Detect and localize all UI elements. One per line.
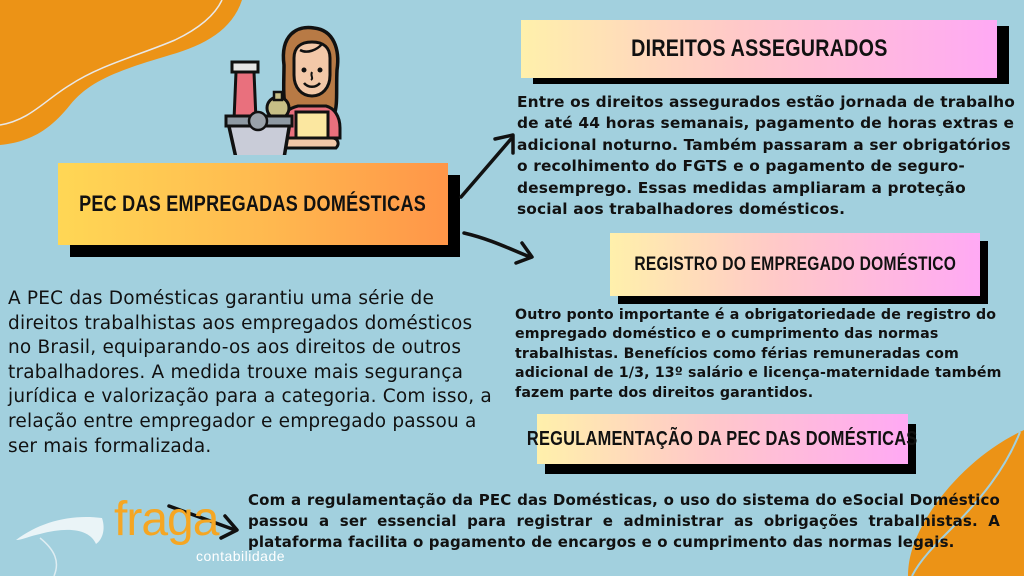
- section-text-registro: Outro ponto importante é a obrigatoriedade de registro do empregado doméstico e o cumprimento das normas trabalhistas. Benefícios como férias remuneradas com adicional de 1/3, 13º salário e licença-maternidade também fazem parte dos direitos garantidos.: [515, 307, 1002, 401]
- section-text-regulamentacao: Com a regulamentação da PEC das Domésticas, o uso do sistema do eSocial Doméstico passou a ser essencial para registrar e administrar as obrigações trabalhistas. A plataforma facilita o pagamento de encargos e o cumprimento das normas legais.: [248, 491, 1000, 551]
- logo-subtitle: contabilidade: [196, 548, 286, 564]
- section-title: DIREITOS ASSEGURADOS: [630, 35, 888, 62]
- arrow-icon-to-registro: [460, 225, 540, 270]
- intro-paragraph: A PEC das Domésticas garantiu uma série de direitos trabalhistas aos empregados domésticos no Brasil, equiparando-os aos direitos de outros trabalhadores. A medida trouxe mais segurança jurídica e valorização para a categoria. Com isso, a relação entre empregador e empregado passou a ser mais formalizada.: [8, 288, 492, 457]
- section-header-registro: [610, 233, 980, 296]
- section-title: REGISTRO DO EMPREGADO DOMÉSTICO: [634, 253, 956, 275]
- section-header-regulamentacao: [527, 414, 918, 464]
- orange-blob-top-left: [0, 0, 250, 150]
- section-title: REGULAMENTAÇÃO DA PEC DAS DOMÉSTICAS: [527, 427, 918, 450]
- logo-wordmark: fraga: [114, 493, 219, 546]
- main-title: PEC DAS EMPREGADAS DOMÉSTICAS: [79, 191, 427, 216]
- housekeeper-illustration-icon: [222, 20, 342, 155]
- section-text-direitos: Entre os direitos assegurados estão jornada de trabalho de até 44 horas semanais, pagamento de horas extras e adicional noturno. Também passaram a ser obrigatórios o recolhimento do FGTS e o pagamento de seguro-desemprego. Essas medidas ampliaram a proteção social aos trabalhadores domésticos.: [517, 93, 1015, 219]
- arrow-icon-to-direitos: [455, 125, 525, 205]
- section-header-direitos: [521, 20, 997, 78]
- main-title-banner: [58, 163, 448, 245]
- fraga-logo-swoosh-icon: [10, 500, 110, 576]
